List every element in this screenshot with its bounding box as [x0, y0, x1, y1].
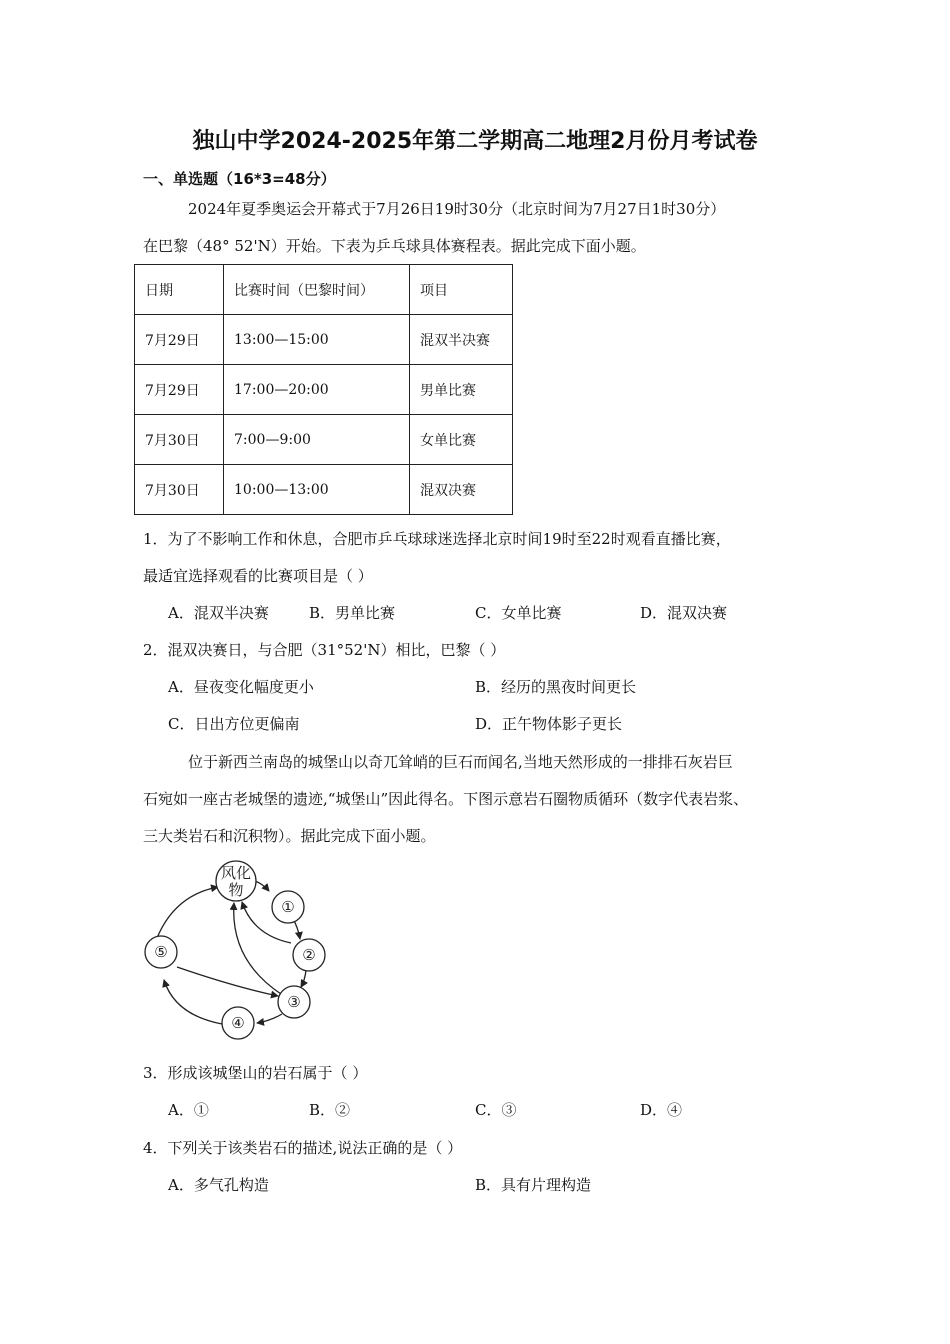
- intro1-line1: 2024年夏季奥运会开幕式于7月26日19时30分（北京时间为7月27日1时30分）: [188, 200, 726, 218]
- table-row: [135, 415, 513, 465]
- intro2-line3: 三大类岩石和沉积物）。据此完成下面小题。: [143, 827, 436, 845]
- node-2-label: ②: [302, 946, 316, 964]
- q2-option-d[interactable]: D．正午物体影子更长: [475, 715, 623, 733]
- node-4-label: ④: [231, 1014, 245, 1032]
- arrow-4-to-5: [164, 980, 222, 1024]
- q1-option-a[interactable]: A．混双半决赛: [168, 604, 269, 622]
- rock-cycle-diagram: [135, 855, 335, 1040]
- q3-stem: 3．形成该城堡山的岩石属于（ ）: [143, 1064, 368, 1082]
- table-row: [135, 315, 513, 365]
- arrow-5-to-3: [177, 967, 278, 996]
- intro2-line2: 石宛如一座古老城堡的遗迹,“城堡山”因此得名。下图示意岩石圈物质循环（数字代表岩浆、: [143, 790, 749, 808]
- q4-option-a[interactable]: A．多气孔构造: [168, 1176, 269, 1194]
- cell-time: 10:00—13:00: [224, 465, 410, 515]
- table-row: [135, 365, 513, 415]
- q3-option-c[interactable]: C．③: [475, 1101, 517, 1119]
- arrow-5-to-weathering: [157, 887, 218, 938]
- cell-event: 男单比赛: [410, 365, 513, 415]
- node-1-label: ①: [281, 898, 295, 916]
- q1-stem-line2: 最适宜选择观看的比赛项目是（ ）: [143, 567, 373, 585]
- cell-event: 女单比赛: [410, 415, 513, 465]
- header-time: 比赛时间（巴黎时间）: [224, 265, 410, 315]
- arrow-weathering-to-1: [255, 881, 269, 891]
- header-event: 项目: [410, 265, 513, 315]
- page-title: 独山中学2024-2025年第二学期高二地理2月份月考试卷: [192, 129, 758, 154]
- intro2-line1: 位于新西兰南岛的城堡山以奇兀耸峭的巨石而闻名,当地天然形成的一排排石灰岩巨: [188, 753, 733, 771]
- table-header-row: [135, 265, 513, 315]
- weathering-label-2: 物: [228, 881, 244, 899]
- intro1-line2: 在巴黎（48° 52'N）开始。下表为乒乓球具体赛程表。据此完成下面小题。: [143, 237, 646, 255]
- schedule-table: [134, 264, 513, 515]
- node-3-label: ③: [287, 993, 301, 1011]
- table-row: [135, 465, 513, 515]
- cell-time: 13:00—15:00: [224, 315, 410, 365]
- node-5-label: ⑤: [154, 943, 168, 961]
- section-heading: 一、单选题（16*3=48分）: [143, 170, 336, 188]
- arrow-2-to-3: [301, 970, 306, 987]
- q1-option-d[interactable]: D．混双决赛: [640, 604, 728, 622]
- arrow-3-to-4: [257, 1014, 282, 1023]
- cell-date: 7月29日: [135, 365, 224, 415]
- q3-option-d[interactable]: D．④: [640, 1101, 683, 1119]
- q1-stem-line1: 1．为了不影响工作和休息，合肥市乒乓球球迷选择北京时间19时至22时观看直播比赛，: [143, 530, 731, 548]
- cell-event: 混双半决赛: [410, 315, 513, 365]
- q2-option-c[interactable]: C．日出方位更偏南: [168, 715, 300, 733]
- cell-date: 7月30日: [135, 415, 224, 465]
- q1-option-c[interactable]: C．女单比赛: [475, 604, 562, 622]
- q3-option-a[interactable]: A．①: [168, 1101, 209, 1119]
- cell-date: 7月30日: [135, 465, 224, 515]
- q2-option-b[interactable]: B．经历的黑夜时间更长: [475, 678, 637, 696]
- arrow-3-to-weathering: [234, 903, 281, 994]
- cell-time: 7:00—9:00: [224, 415, 410, 465]
- cell-time: 17:00—20:00: [224, 365, 410, 415]
- weathering-label-1: 风化: [220, 864, 252, 882]
- q2-option-a[interactable]: A．昼夜变化幅度更小: [168, 678, 314, 696]
- header-date: 日期: [135, 265, 224, 315]
- cell-event: 混双决赛: [410, 465, 513, 515]
- q4-stem: 4．下列关于该类岩石的描述,说法正确的是（ ）: [143, 1139, 463, 1157]
- q2-stem: 2．混双决赛日，与合肥（31°52'N）相比，巴黎（ ）: [143, 641, 506, 659]
- cell-date: 7月29日: [135, 315, 224, 365]
- q4-option-b[interactable]: B．具有片理构造: [475, 1176, 592, 1194]
- q1-option-b[interactable]: B．男单比赛: [309, 604, 396, 622]
- q3-option-b[interactable]: B．②: [309, 1101, 351, 1119]
